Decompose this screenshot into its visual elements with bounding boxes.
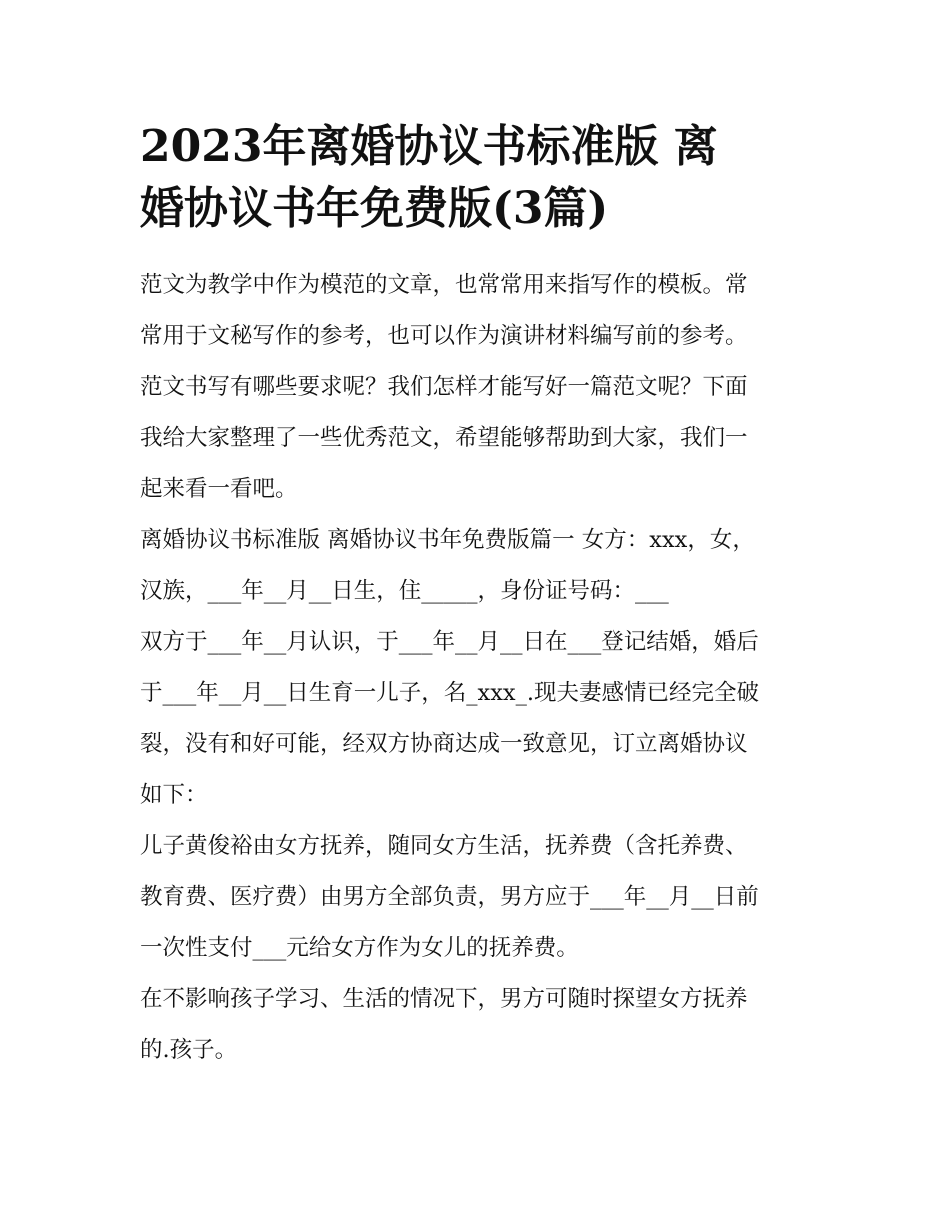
text-line: 常用于文秘写作的参考，也可以作为演讲材料编写前的参考。 <box>140 323 748 349</box>
text-line: 范文书写有哪些要求呢？我们怎样才能写好一篇范文呢？下面 <box>140 374 748 400</box>
marriage-history-paragraph <box>140 617 820 821</box>
text-line: 范文为教学中作为模范的文章，也常常用来指写作的模板。常 <box>140 272 748 298</box>
intro-paragraph <box>140 260 820 515</box>
text-line: 一次性支付___元给女方作为女儿的抚养费。 <box>140 935 579 961</box>
text-line: 起来看一看吧。 <box>140 476 298 502</box>
title-line: 2023年离婚协议书标准版 离 <box>140 121 718 172</box>
visitation-paragraph <box>140 974 820 1076</box>
text-line: 的.孩子。 <box>140 1037 238 1063</box>
party-info-paragraph <box>140 515 820 617</box>
custody-paragraph <box>140 821 820 974</box>
document-title <box>140 116 820 240</box>
text-line: 汉族，___年__月__日生，住_____，身份证号码：___ <box>140 578 669 604</box>
text-line: 于___年__月__日生育一儿子，名_xxx_.现夫妻感情已经完全破 <box>140 680 759 706</box>
title-line: 婚协议书年免费版(3篇) <box>140 183 609 234</box>
text-line: 裂，没有和好可能，经双方协商达成一致意见，订立离婚协议 <box>140 731 748 757</box>
text-line: 在不影响孩子学习、生活的情况下，男方可随时探望女方抚养 <box>140 986 748 1012</box>
text-line: 教育费、医疗费）由男方全部负责，男方应于___年__月__日前 <box>140 884 759 910</box>
text-line: 双方于___年__月认识，于___年__月__日在___登记结婚，婚后 <box>140 629 759 655</box>
text-line: 儿子黄俊裕由女方抚养，随同女方生活，抚养费（含托养费、 <box>140 833 748 859</box>
text-line: 如下： <box>140 782 208 808</box>
text-line: 离婚协议书标准版 离婚协议书年免费版篇一 女方：xxx，女， <box>140 527 755 553</box>
document-body <box>140 116 820 1076</box>
text-line: 我给大家整理了一些优秀范文，希望能够帮助到大家，我们一 <box>140 425 748 451</box>
